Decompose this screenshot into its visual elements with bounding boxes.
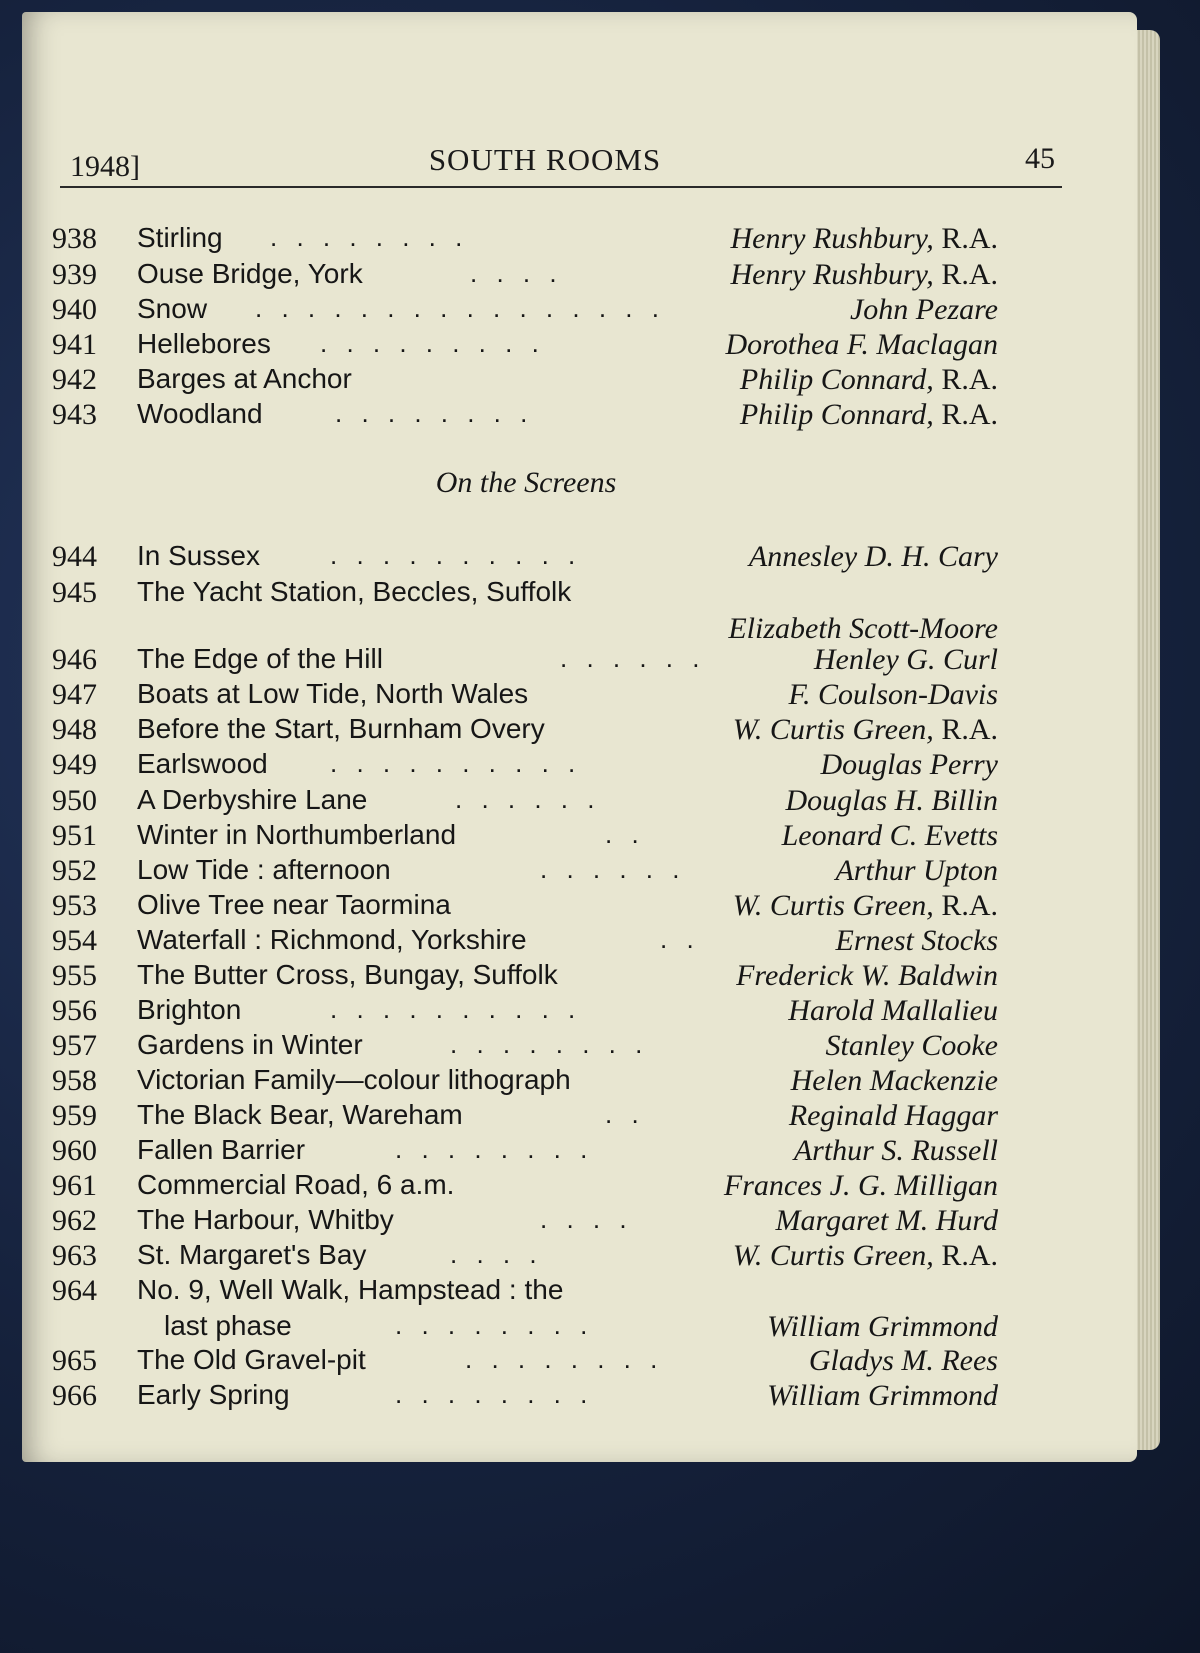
catalogue-entry [0,398,1138,434]
catalogue-entry [0,1169,1138,1205]
entry-title: The Edge of the Hill [137,643,383,674]
leader-dots: . . . . . . [540,854,686,884]
entry-artist [733,1239,998,1273]
catalogue-entry [0,363,1138,399]
entry-number: 941 [52,328,97,361]
page-number: 45 [1025,142,1055,175]
artist-name: Helen Mackenzie [790,1064,998,1097]
catalogue-entry [0,1064,1138,1100]
entry-artist [791,1064,998,1098]
catalogue-entry [0,643,1138,679]
leader-dots: . . . . . . [560,643,706,673]
entry-artist [850,293,998,327]
entry-artist [788,994,998,1028]
artist-name: Harold Mallalieu [788,994,998,1027]
entry-title: The Black Bear, Wareham [137,1099,463,1130]
entry-number: 960 [52,1134,97,1167]
entry-title: Woodland [137,398,263,429]
entry-artist [731,222,999,256]
artist-suffix: R.A. [933,1239,998,1272]
artist-name: Philip Connard, [739,398,934,431]
entry-title: Before the Start, Burnham Overy [137,713,545,744]
leader-dots: . . . . . . . . . . [330,994,582,1024]
entry-title: Fallen Barrier [137,1134,306,1165]
artist-name: Philip Connard, [739,363,934,396]
catalogue-entry [0,258,1138,294]
entry-title: A Derbyshire Lane [137,784,368,815]
entry-number: 962 [52,1204,97,1237]
artist-suffix: R.A. [933,222,998,255]
artist-name: Stanley Cooke [825,1029,998,1062]
entry-number: 963 [52,1239,97,1272]
entry-title: Earlswood [137,748,268,779]
catalogue-entry [0,1099,1138,1135]
entry-artist [740,363,998,397]
entry-number: 954 [52,924,97,957]
entry-title: No. 9, Well Walk, Hampstead : the [137,1274,564,1305]
artist-name: Dorothea F. Maclagan [725,328,998,361]
catalogue-entry [0,994,1138,1030]
catalogue-entry [0,293,1138,329]
leader-dots: . . . . . . . . . . [330,748,582,778]
artist-name: Annesley D. H. Cary [748,540,998,573]
catalogue-entry [0,1134,1138,1170]
leader-dots: . . . . . . . . . [320,328,545,358]
entry-title: Hellebores [137,328,271,359]
artist-name: John Pezare [849,293,998,326]
leader-dots: . . [660,924,700,954]
running-header [35,132,1055,182]
header-year: 1948] [70,150,140,183]
entry-artist [776,1204,998,1238]
entry-title: Low Tide : afternoon [137,854,391,885]
entry-artist [789,1099,998,1133]
entry-title: Early Spring [137,1379,290,1410]
entry-number: 942 [52,363,97,396]
artist-name: Frances J. G. Milligan [723,1169,998,1202]
header-rule [60,186,1062,188]
leader-dots: . . . . [540,1204,633,1234]
leader-dots: . . [605,819,645,849]
entry-artist [826,1029,998,1063]
entry-number: 940 [52,293,97,326]
entry-title: St. Margaret's Bay [137,1239,367,1270]
artist-name: Henry Rushbury, [730,222,934,255]
catalogue-entry [0,1239,1138,1275]
entry-artist [767,1379,998,1413]
entry-title: Commercial Road, 6 a.m. [137,1169,455,1200]
header-title: SOUTH ROOMS [428,142,662,177]
catalogue-entry [0,1344,1138,1380]
entry-number: 939 [52,258,97,291]
catalogue-entry [0,924,1138,960]
catalogue-entry [0,1204,1138,1240]
artist-name: Margaret M. Hurd [775,1204,998,1237]
catalogue-entry [0,540,1138,576]
leader-dots: . . . . . . . . [465,1344,664,1374]
artist-name: W. Curtis Green, [732,1239,934,1272]
catalogue-entry [0,959,1138,995]
entry-number: 947 [52,678,97,711]
entry-number: 945 [52,576,97,609]
entry-number: 966 [52,1379,97,1412]
entry-number: 953 [52,889,97,922]
leader-dots: . . . . . . . . . . . . . . . . [255,293,665,323]
artist-name: Arthur Upton [835,854,998,887]
entry-title: Boats at Low Tide, North Wales [137,678,529,709]
artist-name: Henry Rushbury, [730,258,934,291]
artist-name: Arthur S. Russell [793,1134,998,1167]
artist-name: Ernest Stocks [835,924,998,957]
artist-suffix: R.A. [933,889,998,922]
artist-suffix: R.A. [933,398,998,431]
artist-name: William Grimmond [767,1379,998,1412]
leader-dots: . . . . . . . . [450,1029,649,1059]
entry-number: 965 [52,1344,97,1377]
entry-title: Gardens in Winter [137,1029,363,1060]
entry-artist [726,328,998,362]
entry-artist [835,854,998,888]
section-heading: On the Screens [435,466,617,499]
entry-number: 957 [52,1029,97,1062]
leader-dots: . . . . . . . . . . [330,540,582,570]
catalogue-entry [0,784,1138,820]
entry-number: 961 [52,1169,97,1202]
entry-number: 964 [52,1274,97,1307]
entry-title: The Harbour, Whitby [137,1204,394,1235]
artist-name: Frederick W. Baldwin [736,959,998,992]
entry-title: The Butter Cross, Bungay, Suffolk [137,959,558,990]
entry-number: 946 [52,643,97,676]
entry-number: 951 [52,819,97,852]
entry-number: 959 [52,1099,97,1132]
artist-suffix: R.A. [933,363,998,396]
artist-name: Reginald Haggar [788,1099,998,1132]
entry-number: 956 [52,994,97,1027]
leader-dots: . . . . . . . . [395,1310,594,1340]
leader-dots: . . [605,1099,645,1129]
catalogue-entry [0,819,1138,855]
entry-artist [724,1169,998,1203]
entry-artist [836,924,998,958]
catalogue-entry [0,1379,1138,1415]
entry-title: Stirling [137,222,223,253]
artist-name: Gladys M. Rees [808,1344,998,1377]
artist-name: W. Curtis Green, [732,889,934,922]
entry-artist [767,1310,998,1344]
catalogue-entry [0,1029,1138,1065]
artist-name: Leonard C. Evetts [781,819,998,852]
entry-title: The Old Gravel-pit [137,1344,366,1375]
entry-artist [749,540,998,574]
entry-title: In Sussex [137,540,260,571]
entry-title: Winter in Northumberland [137,819,457,850]
catalogue-entry [0,328,1138,364]
leader-dots: . . . . . . . . [270,222,469,252]
catalogue-entry [0,889,1138,925]
entry-artist [733,713,998,747]
entry-artist [821,748,998,782]
artist-name: W. Curtis Green, [732,713,934,746]
entry-artist [733,889,998,923]
entry-artist [785,784,998,818]
entry-artist [782,819,998,853]
leader-dots: . . . . [450,1239,543,1269]
leader-dots: . . . . [470,258,563,288]
entry-number: 950 [52,784,97,817]
leader-dots: . . . . . . . . [395,1379,594,1409]
entry-number: 958 [52,1064,97,1097]
entry-artist [736,959,998,993]
leader-dots: . . . . . . [455,784,601,814]
entry-artist [731,258,999,292]
entry-artist [814,643,998,677]
entry-title: Waterfall : Richmond, Yorkshire [137,924,527,955]
entry-number: 955 [52,959,97,992]
artist-name: Douglas H. Billin [785,784,998,817]
catalogue-entry [0,713,1138,749]
entry-title: Snow [137,293,208,324]
catalogue-entry [0,576,1138,645]
entry-title-continuation: last phase [164,1310,292,1341]
artist-name: William Grimmond [767,1310,998,1343]
artist-suffix: R.A. [933,713,998,746]
entry-artist [809,1344,998,1378]
artist-name: Henley G. Curl [813,643,998,676]
catalogue-entry [0,678,1138,714]
artist-suffix: R.A. [933,258,998,291]
entry-number: 944 [52,540,97,573]
catalogue-entry [0,854,1138,890]
entry-number: 943 [52,398,97,431]
entry-artist [789,678,998,712]
entry-title: Ouse Bridge, York [137,258,363,289]
artist-name: F. Coulson-Davis [788,678,998,711]
entry-title: Brighton [137,994,242,1025]
entry-number: 948 [52,713,97,746]
catalogue-entry [0,748,1138,784]
entry-title: The Yacht Station, Beccles, Suffolk [137,576,572,607]
leader-dots: . . . . . . . . [335,398,534,428]
entry-number: 938 [52,222,97,255]
entry-title: Olive Tree near Taormina [137,889,451,920]
entry-title: Barges at Anchor [137,363,352,394]
artist-name: Elizabeth Scott-Moore [728,612,998,645]
entry-artist [728,612,998,646]
entry-title: Victorian Family—colour lithograph [137,1064,571,1095]
artist-name: Douglas Perry [820,748,998,781]
entry-artist [740,398,998,432]
entry-number: 949 [52,748,97,781]
entry-artist [794,1134,998,1168]
catalogue-entry [0,222,1138,258]
entry-number: 952 [52,854,97,887]
leader-dots: . . . . . . . . [395,1134,594,1164]
